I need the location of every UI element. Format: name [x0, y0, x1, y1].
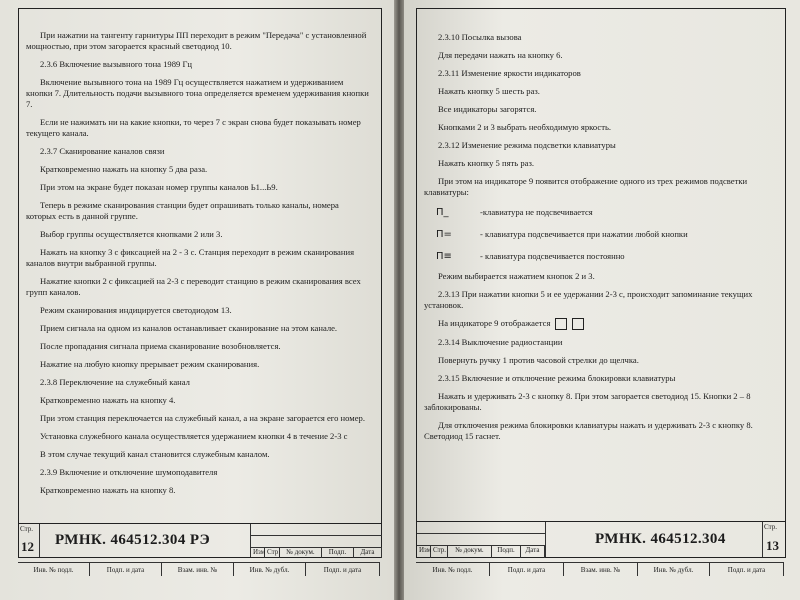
paragraph: Кнопками 2 и 3 выбрать необходимую яркость. — [438, 122, 612, 132]
indicator-square-icon — [572, 318, 584, 330]
paragraph: При этом станция переключается на служебный канал, а на экране загорается его номер. — [40, 413, 365, 423]
paragraph: В этом случае текущий канал становится служебным каналом. — [40, 449, 270, 459]
paragraph: Если не нажимать ни на какие кнопки, то через 7 с экран снова будет показывать номер текущего канала. — [26, 117, 361, 138]
revision-header: Дата — [354, 548, 382, 558]
backlight-mode-row — [424, 251, 776, 262]
paragraph: 2.3.7 Сканирование каналов связи — [40, 146, 165, 156]
paragraph: 2.3.9 Включение и отключение шумоподавителя — [40, 467, 218, 477]
stamp-field: Подп. и дата — [306, 562, 380, 576]
paragraph: При этом на индикаторе 9 появится отображение одного из трех режимов подсветки клавиатуры: — [424, 176, 748, 197]
revision-header: Подп. — [322, 548, 354, 558]
paragraph: После пропадания сигнала приема сканирование возобновляется. — [40, 341, 281, 351]
paragraph: 2.3.6 Включение вызывного тона 1989 Гц — [40, 59, 193, 69]
stamp-field: Подп. и дата — [90, 562, 162, 576]
revision-header: Изм — [253, 548, 266, 556]
left-page-number: 12 — [21, 539, 34, 554]
paragraph: При этом на экране будет показан номер группы каналов Ь1...Ь9. — [40, 182, 278, 192]
paragraph: Для отключения режима блокировки клавиатуры нажать и удерживать 2-3 с кнопку 8. Светодиод 15 гаснет. — [424, 420, 753, 442]
paragraph: Нажатие на любую кнопку прерывает режим сканирования. — [40, 359, 260, 369]
right-revision-grid — [417, 522, 546, 557]
paragraph: Нажать кнопку 5 пять раз. — [438, 158, 535, 168]
paragraph: 2.3.12 Изменение режима подсветки клавиатуры — [438, 140, 616, 150]
backlight-mode-glyph: П_ — [436, 207, 449, 218]
paragraph: 2.3.13 При нажатии кнопки 5 и ее удержании 2-3 с, происходит запоминание текущих установок. — [424, 289, 753, 310]
revision-header: Стр. — [431, 546, 448, 558]
right-page-number: 13 — [766, 538, 779, 553]
right-page-label: Стр. — [764, 523, 777, 531]
right-page-number-cell — [762, 522, 785, 557]
paragraph: Кратковременно нажать на кнопку 4. — [40, 395, 176, 405]
paragraph: Выбор группы осуществляется кнопками 2 или 3. — [40, 229, 223, 239]
paragraph: Нажать кнопку 5 шесть раз. — [438, 86, 540, 96]
backlight-mode-text: - клавиатура подсвечивается при нажатии любой кнопки — [480, 229, 688, 239]
backlight-mode-row — [424, 207, 776, 218]
paragraph: 2.3.8 Переключение на служебный канал — [40, 377, 190, 387]
stamp-field: Инв. № дубл. — [234, 562, 306, 576]
paragraph: Теперь в режиме сканирования станции будет опрашивать только каналы, номера которых есть в данной группе. — [26, 200, 339, 221]
paragraph: Нажать и удерживать 2-3 с кнопку 8. При этом загорается светодиод 15. Кнопки 2 – 8 заблокированы. — [424, 391, 751, 413]
paragraph: 2.3.11 Изменение яркости индикаторов — [438, 68, 581, 78]
right-page — [404, 0, 800, 600]
paragraph: Нажать на кнопку 3 с фиксацией на 2 - 3 с. Станция переходит в режим сканирования каналов внутри выбранной группы. — [26, 247, 355, 268]
left-page-number-cell — [19, 524, 40, 557]
right-page-body — [424, 32, 776, 449]
stamp-field: Инв. № дубл. — [638, 562, 710, 576]
paragraph: При нажатии на тангенту гарнитуры ПП переходит в режим "Передача" с установленной мощностью, при этом загорается красный светодиод 10. — [26, 30, 367, 51]
paragraph: Режим сканирования индицируется светодиодом 13. — [40, 305, 232, 315]
backlight-mode-glyph: П= — [436, 229, 452, 240]
stamp-field: Подп. и дата — [710, 562, 784, 576]
stamp-field: Подп. и дата — [490, 562, 564, 576]
paragraph: Кратковременно нажать на кнопку 8. — [40, 485, 176, 495]
paragraph: Все индикаторы загорятся. — [438, 104, 537, 114]
revision-header: Изм — [417, 546, 431, 558]
indicator-square-icon — [555, 318, 567, 330]
revision-header: № докум. — [448, 546, 492, 558]
stamp-field: Взам. инв. № — [564, 562, 638, 576]
paragraph: Включение вызывного тона на 1989 Гц осуществляется нажатием и удерживанием кнопки 7. Длительность подачи вызывного тона определяется временем удерживания кнопки 7. — [26, 77, 369, 109]
stamp-field: Инв. № подл. — [416, 562, 490, 576]
paragraph: Установка служебного канала осуществляется удержанием кнопки 4 в течение 2-3 с — [40, 431, 348, 441]
stamp-field: Взам. инв. № — [162, 562, 234, 576]
left-page-body — [26, 30, 371, 503]
left-title-block — [18, 523, 382, 558]
paragraph: Повернуть ручку 1 против часовой стрелки до щелчка. — [438, 355, 639, 366]
paragraph: Нажатие кнопки 2 с фиксацией на 2-3 с переводит станцию в режим сканирования всех групп каналов. — [26, 276, 361, 297]
paragraph: Режим выбирается нажатием кнопок 2 и 3. — [438, 271, 595, 281]
paragraph: На индикаторе 9 отображается — [424, 318, 776, 330]
paragraph: 2.3.15 Включение и отключение режима блокировки клавиатуры — [438, 373, 676, 384]
backlight-mode-row — [424, 229, 776, 240]
paragraph: 2.3.14 Выключение радиостанции — [438, 337, 563, 348]
backlight-mode-text: - клавиатура подсвечивается постоянно — [480, 251, 625, 261]
right-revision-headers — [417, 545, 545, 558]
paragraph: Для передачи нажать на кнопку 6. — [438, 50, 563, 60]
book-gutter — [394, 0, 404, 600]
stamp-field: Инв. № подл. — [18, 562, 90, 576]
left-page — [0, 0, 394, 600]
backlight-mode-glyph: П≡ — [436, 251, 452, 262]
left-doc-code: РМНК. 464512.304 РЭ — [55, 532, 211, 548]
revision-header: Дата — [521, 546, 545, 558]
paragraph: Прием сигнала на одном из каналов останавливает сканирование на этом канале. — [40, 323, 338, 333]
left-revision-grid — [250, 524, 382, 557]
revision-header: Стр — [267, 548, 279, 556]
left-revision-headers — [251, 547, 382, 558]
right-title-block — [416, 521, 786, 558]
revision-header: № докум. — [280, 548, 322, 558]
left-page-label: Стр. — [20, 525, 33, 533]
paragraph: 2.3.10 Посылка вызова — [438, 32, 522, 42]
left-bottom-stamp — [18, 562, 380, 576]
paragraph: Кратковременно нажать на кнопку 5 два раза. — [40, 164, 208, 174]
right-doc-code: РМНК. 464512.304 — [595, 531, 726, 547]
backlight-mode-text: -клавиатура не подсвечивается — [480, 207, 593, 217]
right-bottom-stamp — [416, 562, 784, 576]
revision-header: Подп. — [492, 546, 521, 558]
